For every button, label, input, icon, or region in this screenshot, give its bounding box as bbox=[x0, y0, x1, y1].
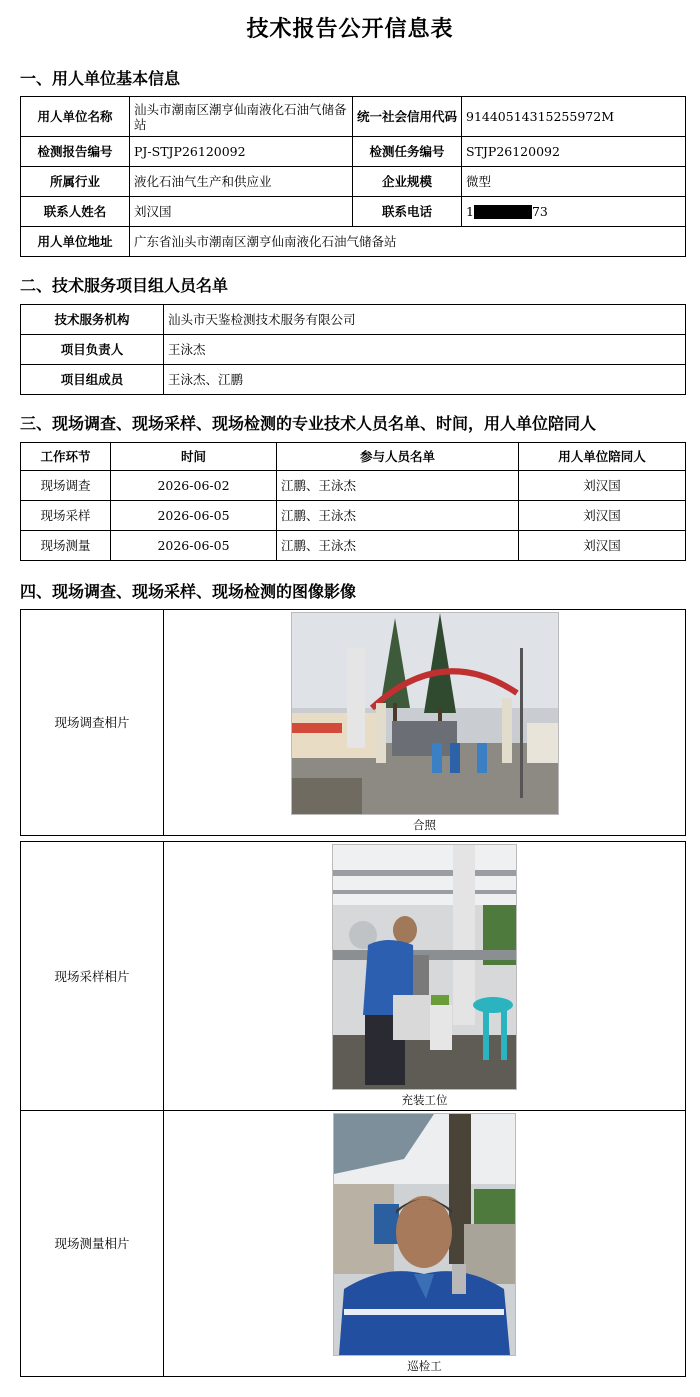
section-3-heading: 三、现场调查、现场采样、现场检测的专业技术人员名单、时间，用人单位陪同人 bbox=[20, 414, 597, 433]
credit-code-value: 91440514315255972M bbox=[462, 97, 686, 137]
photo-caption: 巡检工 bbox=[407, 1359, 442, 1373]
date-cell: 2026-06-02 bbox=[111, 471, 277, 501]
table-row bbox=[21, 335, 686, 365]
phone-suffix: 73 bbox=[531, 203, 548, 219]
date-cell: 2026-06-05 bbox=[111, 501, 277, 531]
section-4-heading: 四、现场调查、现场采样、现场检测的图像影像 bbox=[20, 582, 357, 601]
phone-label: 联系电话 bbox=[353, 197, 462, 227]
people-cell: 江鹏、王泳杰 bbox=[277, 531, 519, 561]
stage-cell: 现场测量 bbox=[21, 531, 111, 561]
table-row bbox=[21, 227, 686, 257]
report-no-value: PJ-STJP26120092 bbox=[130, 137, 353, 167]
basic-info-table bbox=[20, 96, 686, 257]
table-row bbox=[21, 1111, 686, 1377]
scale-label: 企业规模 bbox=[353, 167, 462, 197]
stage-cell: 现场采样 bbox=[21, 501, 111, 531]
photo-cell bbox=[164, 842, 686, 1111]
team-table bbox=[20, 304, 686, 395]
redaction-bar bbox=[474, 205, 532, 219]
stage-cell: 现场调查 bbox=[21, 471, 111, 501]
header-escort: 用人单位陪同人 bbox=[519, 443, 686, 471]
table-row bbox=[21, 501, 686, 531]
members-label: 项目组成员 bbox=[21, 365, 164, 395]
photo-table-survey bbox=[20, 609, 686, 836]
table-row bbox=[21, 365, 686, 395]
industry-value: 液化石油气生产和供应业 bbox=[130, 167, 353, 197]
fieldwork-table bbox=[20, 442, 686, 561]
people-cell: 江鹏、王泳杰 bbox=[277, 471, 519, 501]
photo-table-sampling-measurement bbox=[20, 841, 686, 1377]
credit-code-label: 统一社会信用代码 bbox=[353, 97, 462, 137]
table-header-row bbox=[21, 443, 686, 471]
header-people: 参与人员名单 bbox=[277, 443, 519, 471]
table-row bbox=[21, 197, 686, 227]
table-row bbox=[21, 137, 686, 167]
phone-prefix: 1 bbox=[466, 203, 474, 219]
photo-caption: 充装工位 bbox=[401, 1093, 448, 1107]
table-row bbox=[21, 167, 686, 197]
table-row bbox=[21, 471, 686, 501]
escort-cell: 刘汉国 bbox=[519, 471, 686, 501]
unit-name-label: 用人单位名称 bbox=[21, 97, 130, 137]
org-label: 技术服务机构 bbox=[21, 305, 164, 335]
unit-name-value: 汕头市潮南区潮亨仙南液化石油气储备站 bbox=[130, 97, 353, 137]
people-cell: 江鹏、王泳杰 bbox=[277, 501, 519, 531]
header-stage: 工作环节 bbox=[21, 443, 111, 471]
photo-label: 现场调查相片 bbox=[21, 610, 164, 836]
filling-station-image bbox=[332, 844, 517, 1090]
leader-label: 项目负责人 bbox=[21, 335, 164, 365]
members-value: 王泳杰、江鹏 bbox=[164, 365, 686, 395]
escort-cell: 刘汉国 bbox=[519, 501, 686, 531]
scale-value: 微型 bbox=[462, 167, 686, 197]
leader-value: 王泳杰 bbox=[164, 335, 686, 365]
escort-cell: 刘汉国 bbox=[519, 531, 686, 561]
industry-label: 所属行业 bbox=[21, 167, 130, 197]
contact-label: 联系人姓名 bbox=[21, 197, 130, 227]
contact-value: 刘汉国 bbox=[130, 197, 353, 227]
photo-caption: 合照 bbox=[413, 818, 436, 832]
address-label: 用人单位地址 bbox=[21, 227, 130, 257]
report-no-label: 检测报告编号 bbox=[21, 137, 130, 167]
table-row bbox=[21, 842, 686, 1111]
phone-value bbox=[462, 197, 686, 227]
table-row bbox=[21, 531, 686, 561]
page-title: 技术报告公开信息表 bbox=[246, 16, 454, 42]
task-no-value: STJP26120092 bbox=[462, 137, 686, 167]
photo-cell bbox=[164, 1111, 686, 1377]
org-value: 汕头市天鉴检测技术服务有限公司 bbox=[164, 305, 686, 335]
section-1-heading: 一、用人单位基本信息 bbox=[20, 69, 181, 88]
photo-cell bbox=[164, 610, 686, 836]
inspector-portrait-image bbox=[333, 1113, 516, 1356]
group-photo-image bbox=[291, 612, 559, 815]
address-value: 广东省汕头市潮南区潮亨仙南液化石油气储备站 bbox=[130, 227, 686, 257]
photo-label: 现场测量相片 bbox=[21, 1111, 164, 1377]
photo-label: 现场采样相片 bbox=[21, 842, 164, 1111]
header-date: 时间 bbox=[111, 443, 277, 471]
table-row bbox=[21, 610, 686, 836]
table-row bbox=[21, 97, 686, 137]
date-cell: 2026-06-05 bbox=[111, 531, 277, 561]
table-row bbox=[21, 305, 686, 335]
section-2-heading: 二、技术服务项目组人员名单 bbox=[20, 276, 229, 295]
task-no-label: 检测任务编号 bbox=[353, 137, 462, 167]
